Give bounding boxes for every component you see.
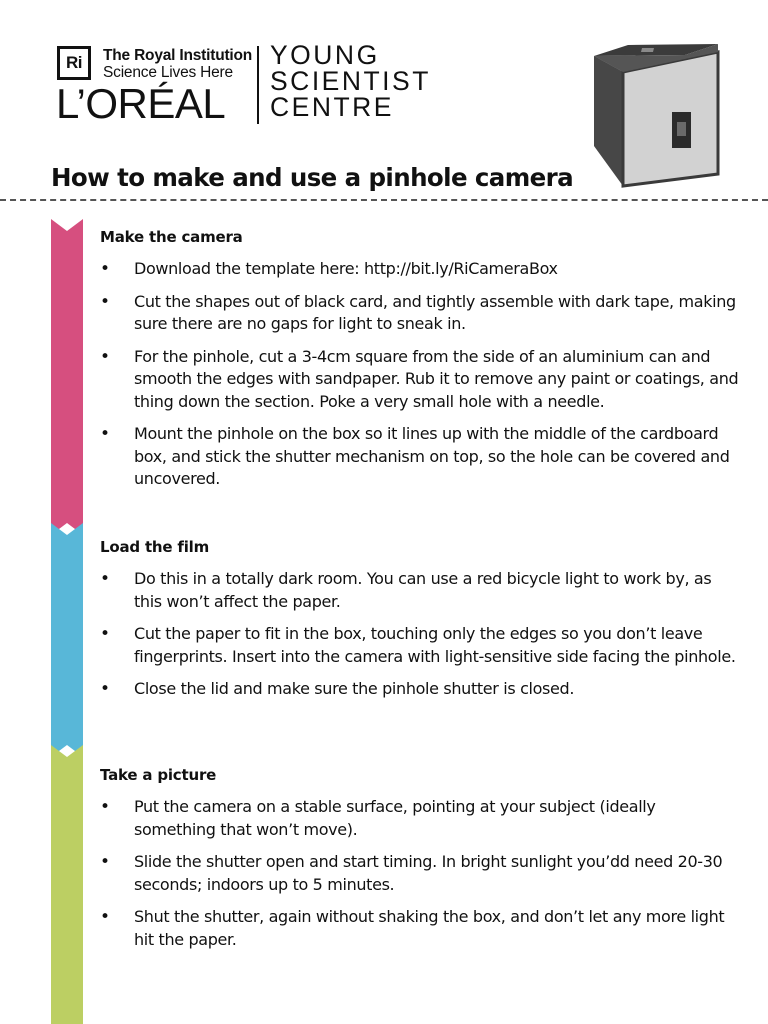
band-make-camera xyxy=(51,219,83,535)
camera-left-face xyxy=(594,56,623,186)
section-heading-take-picture: Take a picture xyxy=(100,766,217,784)
step-list-take-picture xyxy=(100,796,740,951)
dashed-divider xyxy=(0,199,768,201)
step-list-load-film xyxy=(100,568,740,701)
ri-name: The Royal Institution xyxy=(103,47,253,64)
centre-line-2: SCIENTIST xyxy=(270,66,431,96)
band-take-picture xyxy=(51,745,83,1024)
list-item: • Mount the pinhole on the box so it lines up with the middle of the cardboard box, and stick the shutter mechanism on top, so the hole can be covered and uncovered. xyxy=(100,423,740,491)
section-make-camera xyxy=(100,227,740,501)
section-heading-make-camera: Make the camera xyxy=(100,228,243,246)
ri-tagline: Science Lives Here xyxy=(103,64,233,81)
section-take-picture xyxy=(100,765,740,961)
list-item: • For the pinhole, cut a 3-4cm square from the side of an aluminium can and smooth the edges with sandpaper. Rub it to remove any paint or coatings, and thing down the section. Poke a very small hole with a needle. xyxy=(100,346,740,414)
list-item: • Slide the shutter open and start timing. In bright sunlight you’dd need 20-30 seconds; indoors up to 5 minutes. xyxy=(100,851,740,896)
list-item: • Do this in a totally dark room. You can use a red bicycle light to work by, as this won’t affect the paper. xyxy=(100,568,740,613)
list-item: • Put the camera on a stable surface, pointing at your subject (ideally something that won’t move). xyxy=(100,796,740,841)
camera-front-face xyxy=(623,52,718,186)
step-list-make-camera xyxy=(100,258,740,491)
section-load-film xyxy=(100,537,740,711)
camera-top-slot xyxy=(641,48,654,52)
header-divider xyxy=(257,46,259,124)
list-item: • Cut the shapes out of black card, and tightly assemble with dark tape, making sure there are no gaps for light to sneak in. xyxy=(100,291,740,336)
band-load-film xyxy=(51,523,83,757)
list-item: • Close the lid and make sure the pinhole shutter is closed. xyxy=(100,678,740,701)
list-item: • Shut the shutter, again without shaking the box, and don’t let any more light hit the paper. xyxy=(100,906,740,951)
list-item: • Download the template here: http://bit.ly/RiCameraBox xyxy=(100,258,740,281)
loreal-logo: L’ORÉAL xyxy=(56,80,226,127)
list-item: • Cut the paper to fit in the box, touching only the edges so you don’t leave fingerprints. Insert into the camera with light-sensitive side facing the pinhole. xyxy=(100,623,740,668)
page-title: How to make and use a pinhole camera xyxy=(51,163,574,192)
pinhole-camera-illustration xyxy=(588,38,720,188)
centre-line-3: CENTRE xyxy=(270,92,394,122)
young-scientist-centre-logo xyxy=(270,42,431,120)
ri-logo: Ri xyxy=(57,46,91,80)
section-heading-load-film: Load the film xyxy=(100,538,210,556)
centre-line-1: YOUNG xyxy=(270,40,380,70)
camera-pinhole xyxy=(677,122,686,136)
